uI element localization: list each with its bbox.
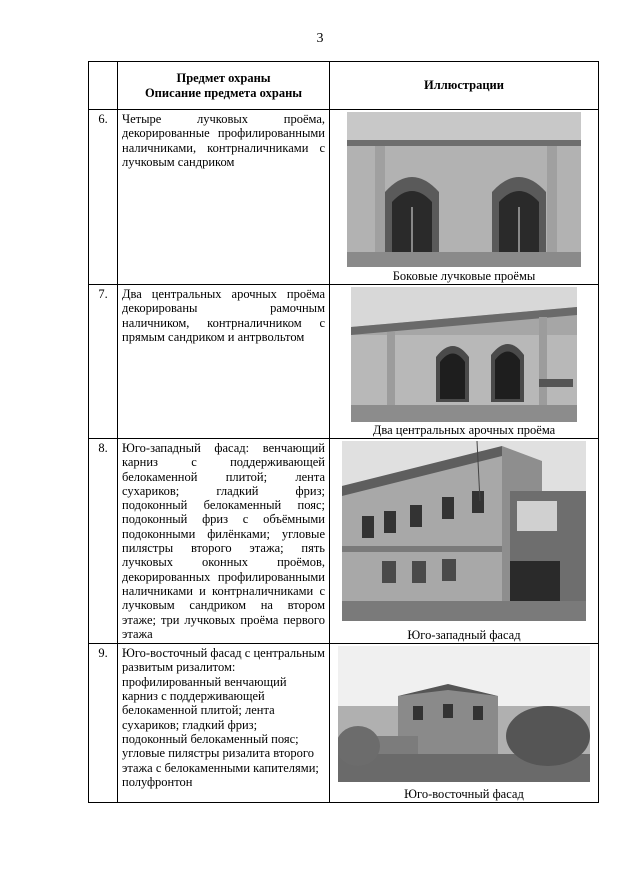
photo-central-arched-openings: [351, 287, 577, 422]
illustration-cell: [330, 439, 599, 644]
illustration-caption: Юго-западный фасад: [407, 628, 521, 643]
illustration-cell: [330, 644, 599, 803]
row-number: 6.: [89, 110, 118, 285]
table-header-row: [89, 62, 599, 110]
row-description: Четыре лучковых проёма, декорированные профилированными наличниками, контрналичниками с лучковым сандриком: [118, 110, 330, 285]
table-row: [89, 439, 599, 644]
photo-southwest-facade: [342, 441, 586, 621]
header-description-label: Описание предмета охраны: [144, 85, 303, 100]
header-illustrations: Иллюстрации: [330, 62, 599, 110]
table-row: [89, 644, 599, 803]
illustration-caption: Юго-восточный фасад: [404, 787, 524, 802]
row-number: 7.: [89, 285, 118, 439]
page-number: 3: [316, 31, 324, 46]
photo-side-arched-openings: [347, 112, 581, 267]
row-number: 8.: [89, 439, 118, 644]
illustration-caption: Два центральных арочных проёма: [372, 423, 556, 437]
protection-table: [88, 61, 599, 803]
row-description: Юго-западный фасад: венчающий карниз с поддерживающей белокаменной плитой; лента сухариков; гладкий фриз; подоконный белокаменный пояс; подоконный фриз с объёмными подоконными филёнками; угловые пилястры второго этажа; пять лучковых оконных проёмов, декорированных профилированными наличниками и контрналичниками с лучковым сандриком на втором этаже; три лучковых проёма первого этажа: [118, 439, 330, 644]
illustration-cell: [330, 285, 599, 439]
row-description: Юго-восточный фасад с центральным развитым ризалитом: профилированный венчающий карниз с поддерживающей белокаменной плитой; лента сухариков; гладкий фриз; подоконный белокаменный пояс; угловые пилястры ризалита второго этажа с белокаменными капителями; полуфронтон: [118, 644, 330, 803]
illustration-caption: Боковые лучковые проёмы: [392, 269, 536, 283]
row-description: Два центральных арочных проёма декорированы рамочным наличником, контрналичником с прямым сандриком и антрвольтом: [118, 285, 330, 439]
photo-southeast-facade: [338, 646, 590, 782]
header-description: [118, 62, 330, 110]
table-row: [89, 285, 599, 439]
illustration-cell: [330, 110, 599, 285]
header-subject-label: Предмет охраны: [176, 70, 271, 85]
row-number: 9.: [89, 644, 118, 803]
header-num-cell: [89, 62, 118, 110]
table-row: [89, 110, 599, 285]
